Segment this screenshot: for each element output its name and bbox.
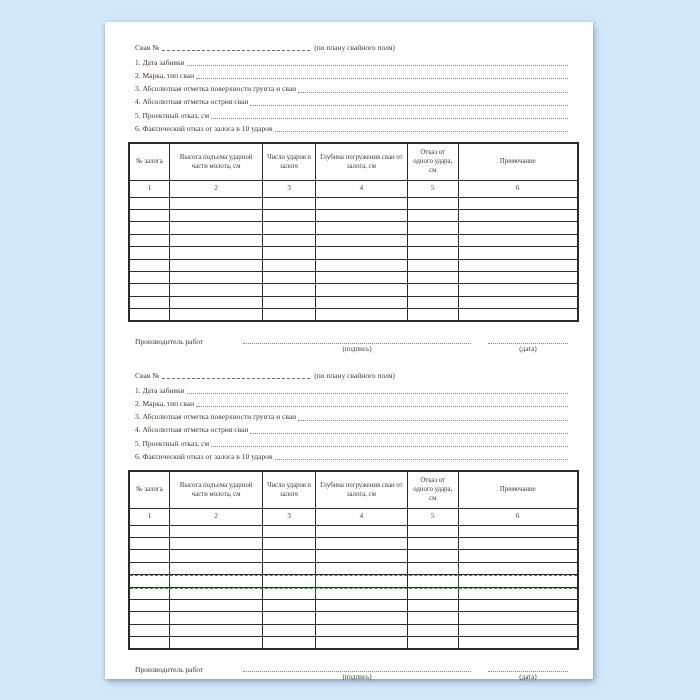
- pile-number-label: Свая №: [135, 370, 160, 380]
- column-number-row: [129, 508, 578, 525]
- empty-cell: [129, 234, 169, 246]
- field-blank: [275, 123, 568, 132]
- empty-data-row: [129, 525, 578, 537]
- empty-cell: [315, 309, 407, 321]
- field-label: 2. Марка, тип сваи: [135, 71, 195, 80]
- empty-cell: [263, 259, 316, 271]
- empty-cell: [315, 234, 407, 246]
- empty-cell: [315, 637, 407, 649]
- empty-cell: [129, 587, 169, 599]
- date-blank: [488, 335, 568, 344]
- empty-cell: [129, 259, 169, 271]
- pile-number-line: [135, 38, 568, 52]
- empty-cell: [169, 309, 262, 321]
- pile-plan-note: (по плану свайного поля): [314, 370, 395, 380]
- empty-cell: [315, 284, 407, 296]
- signature-block-1: [135, 335, 568, 357]
- column-number-row: [129, 180, 578, 197]
- column-number: 1: [129, 180, 169, 197]
- empty-cell: [263, 637, 316, 649]
- empty-cell: [407, 210, 458, 222]
- form-field-line: [135, 448, 568, 461]
- form-field-line: [135, 67, 568, 80]
- empty-cell: [169, 210, 262, 222]
- empty-cell: [169, 234, 262, 246]
- empty-cell: [458, 550, 578, 562]
- field-label: 6. Фактический отказ от залога в 10 ударов: [135, 123, 273, 133]
- empty-cell: [458, 234, 578, 246]
- date-caption: (дата): [519, 673, 537, 682]
- pile-number-line: [135, 366, 568, 380]
- empty-data-row: [129, 550, 578, 562]
- date-caption: (дата): [519, 345, 537, 354]
- pile-plan-note: (по плану свайного поля): [314, 42, 395, 52]
- empty-cell: [407, 550, 458, 562]
- empty-cell: [263, 575, 316, 587]
- empty-cell: [315, 525, 407, 537]
- empty-cell: [407, 197, 458, 209]
- form-field-line: [135, 422, 568, 435]
- empty-cell: [458, 562, 578, 574]
- empty-cell: [169, 259, 262, 271]
- empty-cell: [263, 538, 316, 550]
- empty-cell: [458, 247, 578, 259]
- field-label: 5. Проектный отказ, см: [135, 438, 210, 448]
- empty-cell: [407, 562, 458, 574]
- empty-cell: [458, 296, 578, 308]
- empty-cell: [407, 234, 458, 246]
- column-number: 1: [129, 508, 169, 525]
- field-label: 2. Марка, тип сваи: [135, 399, 195, 409]
- table-header-row: [129, 143, 578, 180]
- empty-data-row: [129, 197, 578, 209]
- empty-cell: [407, 624, 458, 636]
- date-field: [488, 663, 568, 682]
- empty-cell: [315, 271, 407, 283]
- empty-cell: [263, 284, 316, 296]
- works-producer-label: Производитель работ: [135, 665, 204, 675]
- empty-data-row: [129, 624, 578, 636]
- empty-cell: [263, 612, 316, 624]
- empty-cell: [169, 284, 262, 296]
- empty-cell: [315, 562, 407, 574]
- empty-cell: [169, 550, 262, 562]
- empty-cell: [458, 525, 578, 537]
- empty-cell: [129, 222, 169, 234]
- field-blank: [298, 84, 568, 93]
- empty-cell: [407, 525, 458, 537]
- form-field-line: [135, 408, 568, 421]
- empty-cell: [458, 612, 578, 624]
- empty-cell: [263, 296, 316, 308]
- field-blank: [275, 451, 568, 460]
- signature-field: [243, 663, 471, 682]
- column-number: 3: [263, 180, 316, 197]
- empty-cell: [169, 525, 262, 537]
- empty-cell: [458, 284, 578, 296]
- empty-cell: [169, 612, 262, 624]
- form-field-line: [135, 382, 568, 395]
- empty-cell: [263, 222, 316, 234]
- empty-cell: [458, 600, 578, 612]
- col-header-hammer-lift-height: Высота подъема ударной части молота, см: [169, 471, 262, 508]
- empty-cell: [129, 538, 169, 550]
- empty-cell: [263, 234, 316, 246]
- empty-cell: [129, 550, 169, 562]
- empty-cell: [315, 210, 407, 222]
- col-header-notes: Примечание: [458, 143, 578, 180]
- empty-cell: [129, 600, 169, 612]
- col-header-penetration-depth: Глубина погружения сваи от залога, см: [315, 471, 407, 508]
- empty-cell: [315, 259, 407, 271]
- works-producer-label: Производитель работ: [135, 337, 204, 347]
- empty-cell: [458, 538, 578, 550]
- pile-driving-table-2: [128, 470, 579, 650]
- empty-cell: [263, 562, 316, 574]
- signature-blank: [243, 335, 471, 344]
- empty-cell: [129, 210, 169, 222]
- pile-record-section-1: [135, 38, 568, 357]
- empty-cell: [407, 587, 458, 599]
- field-blank: [196, 398, 568, 407]
- empty-cell: [129, 624, 169, 636]
- empty-data-row: [129, 612, 578, 624]
- empty-cell: [458, 259, 578, 271]
- col-header-blow-count: Число ударов в залоге: [263, 143, 316, 180]
- empty-cell: [315, 550, 407, 562]
- form-field-line: [135, 435, 568, 448]
- form-field-line: [135, 94, 568, 107]
- empty-cell: [263, 309, 316, 321]
- empty-cell: [407, 296, 458, 308]
- empty-data-row: [129, 271, 578, 283]
- empty-cell: [129, 197, 169, 209]
- field-blank: [250, 425, 568, 434]
- empty-data-row: [129, 309, 578, 321]
- empty-cell: [315, 587, 407, 599]
- field-blank: [250, 97, 568, 106]
- field-blank: [196, 70, 568, 79]
- column-number: 4: [315, 180, 407, 197]
- document-page: [105, 22, 593, 682]
- empty-cell: [263, 587, 316, 599]
- empty-cell: [315, 538, 407, 550]
- empty-cell: [169, 247, 262, 259]
- empty-cell: [458, 271, 578, 283]
- empty-cell: [263, 550, 316, 562]
- empty-cell: [407, 309, 458, 321]
- empty-cell: [263, 624, 316, 636]
- empty-cell: [169, 624, 262, 636]
- empty-cell: [263, 247, 316, 259]
- empty-cell: [458, 637, 578, 649]
- pile-record-section-2: [135, 366, 568, 685]
- empty-cell: [263, 210, 316, 222]
- empty-cell: [407, 222, 458, 234]
- signature-caption: (подпись): [342, 345, 372, 354]
- empty-cell: [407, 600, 458, 612]
- col-header-blow-count: Число ударов в залоге: [263, 471, 316, 508]
- empty-data-row: [129, 247, 578, 259]
- field-blank: [211, 438, 568, 447]
- column-number: 6: [458, 180, 578, 197]
- col-header-refusal-per-blow: Отказ от одного удара, см: [407, 471, 458, 508]
- empty-cell: [169, 271, 262, 283]
- empty-data-row: [129, 284, 578, 296]
- form-field-line: [135, 54, 568, 67]
- table-header-row: [129, 471, 578, 508]
- empty-cell: [169, 197, 262, 209]
- empty-cell: [407, 575, 458, 587]
- form-field-line: [135, 80, 568, 93]
- empty-data-row: [129, 562, 578, 574]
- empty-data-row: [129, 210, 578, 222]
- col-header-hammer-lift-height: Высота подъема ударной части молота, см: [169, 143, 262, 180]
- form-field-line: [135, 395, 568, 408]
- empty-cell: [458, 197, 578, 209]
- empty-cell: [315, 247, 407, 259]
- empty-cell: [407, 538, 458, 550]
- empty-cell: [458, 222, 578, 234]
- empty-cell: [129, 575, 169, 587]
- empty-cell: [315, 600, 407, 612]
- empty-cell: [129, 271, 169, 283]
- empty-cell: [169, 600, 262, 612]
- pile-driving-table-1: [128, 142, 579, 322]
- empty-cell: [129, 296, 169, 308]
- empty-cell: [169, 538, 262, 550]
- empty-cell: [458, 309, 578, 321]
- empty-cell: [129, 562, 169, 574]
- table-body: [129, 525, 578, 649]
- empty-cell: [315, 296, 407, 308]
- empty-cell: [315, 624, 407, 636]
- form-field-line: [135, 120, 568, 133]
- empty-cell: [315, 222, 407, 234]
- column-number: 3: [263, 508, 316, 525]
- field-label: 1. Дата забивки: [135, 385, 185, 395]
- field-label: 4. Абсолютная отметка острия сваи: [135, 97, 249, 107]
- empty-cell: [129, 525, 169, 537]
- empty-cell: [169, 587, 262, 599]
- empty-cell: [407, 284, 458, 296]
- signature-block-2: [135, 663, 568, 685]
- empty-cell: [263, 525, 316, 537]
- empty-data-row: [129, 259, 578, 271]
- pile-number-label: Свая №: [135, 42, 160, 52]
- signature-caption: (подпись): [342, 673, 372, 682]
- empty-cell: [129, 247, 169, 259]
- column-number: 2: [169, 508, 262, 525]
- field-label: 4. Абсолютная отметка острия сваи: [135, 425, 249, 435]
- empty-cell: [315, 575, 407, 587]
- empty-cell: [407, 612, 458, 624]
- empty-cell: [407, 247, 458, 259]
- empty-cell: [407, 259, 458, 271]
- table-body: [129, 197, 578, 321]
- empty-cell: [458, 624, 578, 636]
- signature-blank: [243, 663, 471, 672]
- empty-cell: [263, 197, 316, 209]
- signature-field: [243, 335, 471, 354]
- empty-cell: [169, 637, 262, 649]
- empty-cell: [169, 575, 262, 587]
- empty-cell: [458, 575, 578, 587]
- field-blank: [211, 110, 568, 119]
- empty-data-row: [129, 234, 578, 246]
- empty-cell: [169, 296, 262, 308]
- form-field-line: [135, 107, 568, 120]
- col-header-zalog-number: № залога: [129, 143, 169, 180]
- field-label: 1. Дата забивки: [135, 57, 185, 67]
- empty-data-row: [129, 600, 578, 612]
- pile-number-blank: [162, 42, 310, 51]
- empty-cell: [315, 612, 407, 624]
- empty-cell: [129, 309, 169, 321]
- column-number: 4: [315, 508, 407, 525]
- empty-cell: [129, 637, 169, 649]
- empty-cell: [315, 197, 407, 209]
- date-blank: [488, 663, 568, 672]
- field-blank: [298, 412, 568, 421]
- empty-data-row: [129, 222, 578, 234]
- field-label: 6. Фактический отказ от залога в 10 ударов: [135, 451, 273, 461]
- empty-cell: [263, 271, 316, 283]
- empty-data-row: [129, 575, 578, 587]
- empty-cell: [407, 637, 458, 649]
- col-header-penetration-depth: Глубина погружения сваи от залога, см: [315, 143, 407, 180]
- field-label: 3. Абсолютная отметка поверхности грунта и сваи: [135, 412, 297, 422]
- field-label: 5. Проектный отказ, см: [135, 110, 210, 120]
- empty-cell: [407, 271, 458, 283]
- empty-data-row: [129, 637, 578, 649]
- pile-number-blank: [162, 370, 310, 379]
- empty-cell: [263, 600, 316, 612]
- col-header-refusal-per-blow: Отказ от одного удара, см: [407, 143, 458, 180]
- column-number: 5: [407, 508, 458, 525]
- empty-cell: [169, 562, 262, 574]
- field-blank: [187, 57, 568, 66]
- column-number: 2: [169, 180, 262, 197]
- empty-data-row: [129, 538, 578, 550]
- date-field: [488, 335, 568, 354]
- col-header-zalog-number: № залога: [129, 471, 169, 508]
- column-number: 5: [407, 180, 458, 197]
- empty-cell: [129, 612, 169, 624]
- empty-cell: [458, 210, 578, 222]
- empty-data-row: [129, 587, 578, 599]
- column-number: 6: [458, 508, 578, 525]
- empty-cell: [169, 222, 262, 234]
- empty-cell: [129, 284, 169, 296]
- field-label: 3. Абсолютная отметка поверхности грунта и сваи: [135, 84, 297, 94]
- col-header-notes: Примечание: [458, 471, 578, 508]
- empty-cell: [458, 587, 578, 599]
- field-blank: [187, 385, 568, 394]
- empty-data-row: [129, 296, 578, 308]
